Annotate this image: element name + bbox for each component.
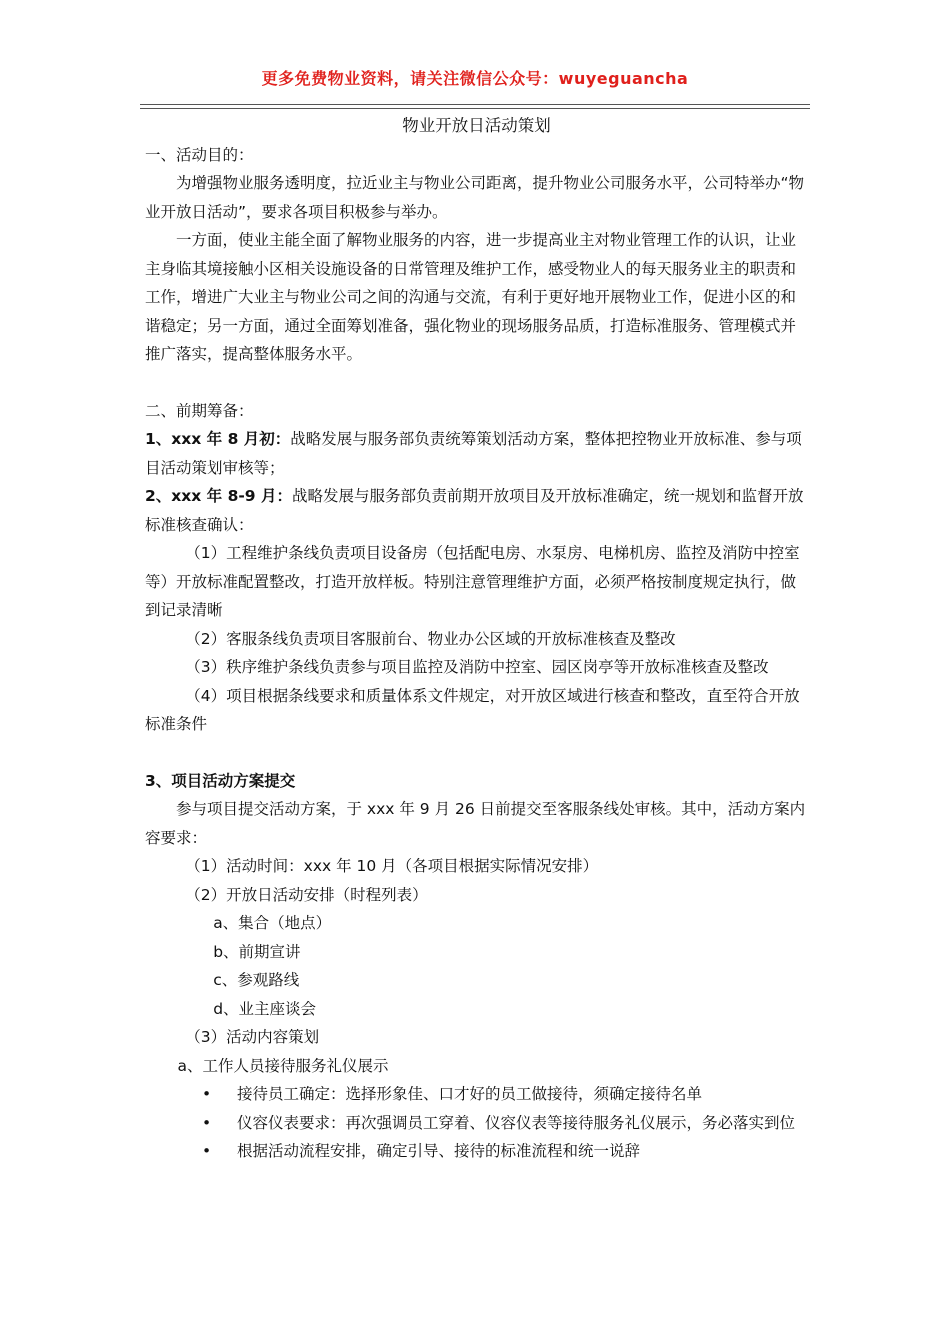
prep-item-2: （2）客服条线负责项目客服前台、物业办公区域的开放标准核查及整改: [185, 629, 676, 648]
step2: [145, 482, 808, 539]
bullet-item: [145, 1137, 808, 1166]
bullet-item: [145, 1080, 808, 1109]
step2-label: 2、xxx 年 8-9 月：: [145, 487, 292, 505]
bullet-text: 接待员工确定：选择形象佳、口才好的员工做接待，须确定接待名单: [237, 1085, 703, 1103]
req-schedule: （2）开放日活动安排（时程列表）: [185, 885, 428, 904]
bullet-icon: •: [202, 1113, 212, 1132]
section2-heading: 二、前期筹备：: [145, 401, 254, 420]
section3-heading-text: 3、项目活动方案提交: [145, 771, 296, 790]
step1-text: 战略发展与服务部负责统筹策划活动方案，整体把控物业开放标准、参与项目活动策划审核等；: [145, 430, 802, 477]
header-rule-top: [140, 104, 810, 105]
prep-item-1: （1）工程维护条线负责项目设备房（包括配电房、水泵房、电梯机房、监控及消防中控室等）开放标准配置整改，打造开放样板。特别注意管理维护方面，必须严格按制度规定执行，做到记录清晰: [145, 544, 800, 619]
section3-heading: [145, 767, 808, 796]
header-rule-bottom: [140, 108, 810, 109]
document-title: 物业开放日活动策划: [402, 116, 551, 135]
schedule-item: a、集合（地点）: [213, 914, 332, 932]
document-body: [145, 112, 808, 1166]
section3-intro: 参与项目提交活动方案，于 xxx 年 9 月 26 日前提交至客服条线处审核。其中，活动方案内容要求：: [145, 800, 806, 847]
bullet-text: 根据活动流程安排，确定引导、接待的标准流程和统一说辞: [237, 1142, 641, 1160]
schedule-item: b、前期宣讲: [213, 942, 301, 961]
section1-heading: 一、活动目的：: [145, 145, 254, 164]
reception-bullets: [145, 1080, 808, 1166]
schedule-item: c、参观路线: [213, 971, 300, 989]
bullet-icon: •: [202, 1142, 212, 1160]
bullet-text: 仪容仪表要求：再次强调员工穿着、仪容仪表等接待服务礼仪展示，务必落实到位: [237, 1113, 796, 1132]
req-time: （1）活动时间：xxx 年 10 月（各项目根据实际情况安排）: [185, 857, 599, 875]
prep-item-3: （3）秩序维护条线负责参与项目监控及消防中控室、园区岗亭等开放标准核查及整改: [185, 658, 769, 676]
bullet-icon: •: [202, 1085, 212, 1103]
step2-text: 战略发展与服务部负责前期开放项目及开放标准确定，统一规划和监督开放标准核查确认：: [145, 487, 804, 534]
schedule-item: d、业主座谈会: [213, 999, 317, 1018]
promo-header: 更多免费物业资料，请关注微信公众号：wuyeguancha: [261, 69, 689, 88]
step1-label: 1、xxx 年 8 月初：: [145, 430, 291, 448]
prep-item-4: （4）项目根据条线要求和质量体系文件规定，对开放区域进行核查和整改，直至符合开放标准条件: [145, 686, 800, 733]
step1: [145, 425, 808, 482]
content-sub-a: a、工作人员接待服务礼仪展示: [177, 1056, 389, 1075]
section1-para1: 为增强物业服务透明度，拉近业主与物业公司距离，提升物业公司服务水平，公司特举办“物业开放日活动”，要求各项目积极参与举办。: [145, 174, 805, 221]
spacer: [145, 369, 808, 397]
section1-para2: 一方面，使业主能全面了解物业服务的内容，进一步提高业主对物业管理工作的认识，让业主身临其境接触小区相关设施设备的日常管理及维护工作，感受物业人的每天服务业主的职责和工作，增进广大业主与物业公司之间的沟通与交流，有利于更好地开展物业工作，促进小区的和谐稳定；另一方面，通过全面筹划准备，强化物业的现场服务品质，打造标准服务、管理模式并推广落实，提高整体服务水平。: [145, 231, 797, 363]
req-content: （3）活动内容策划: [185, 1028, 320, 1046]
bullet-item: [145, 1109, 808, 1138]
spacer: [145, 739, 808, 767]
